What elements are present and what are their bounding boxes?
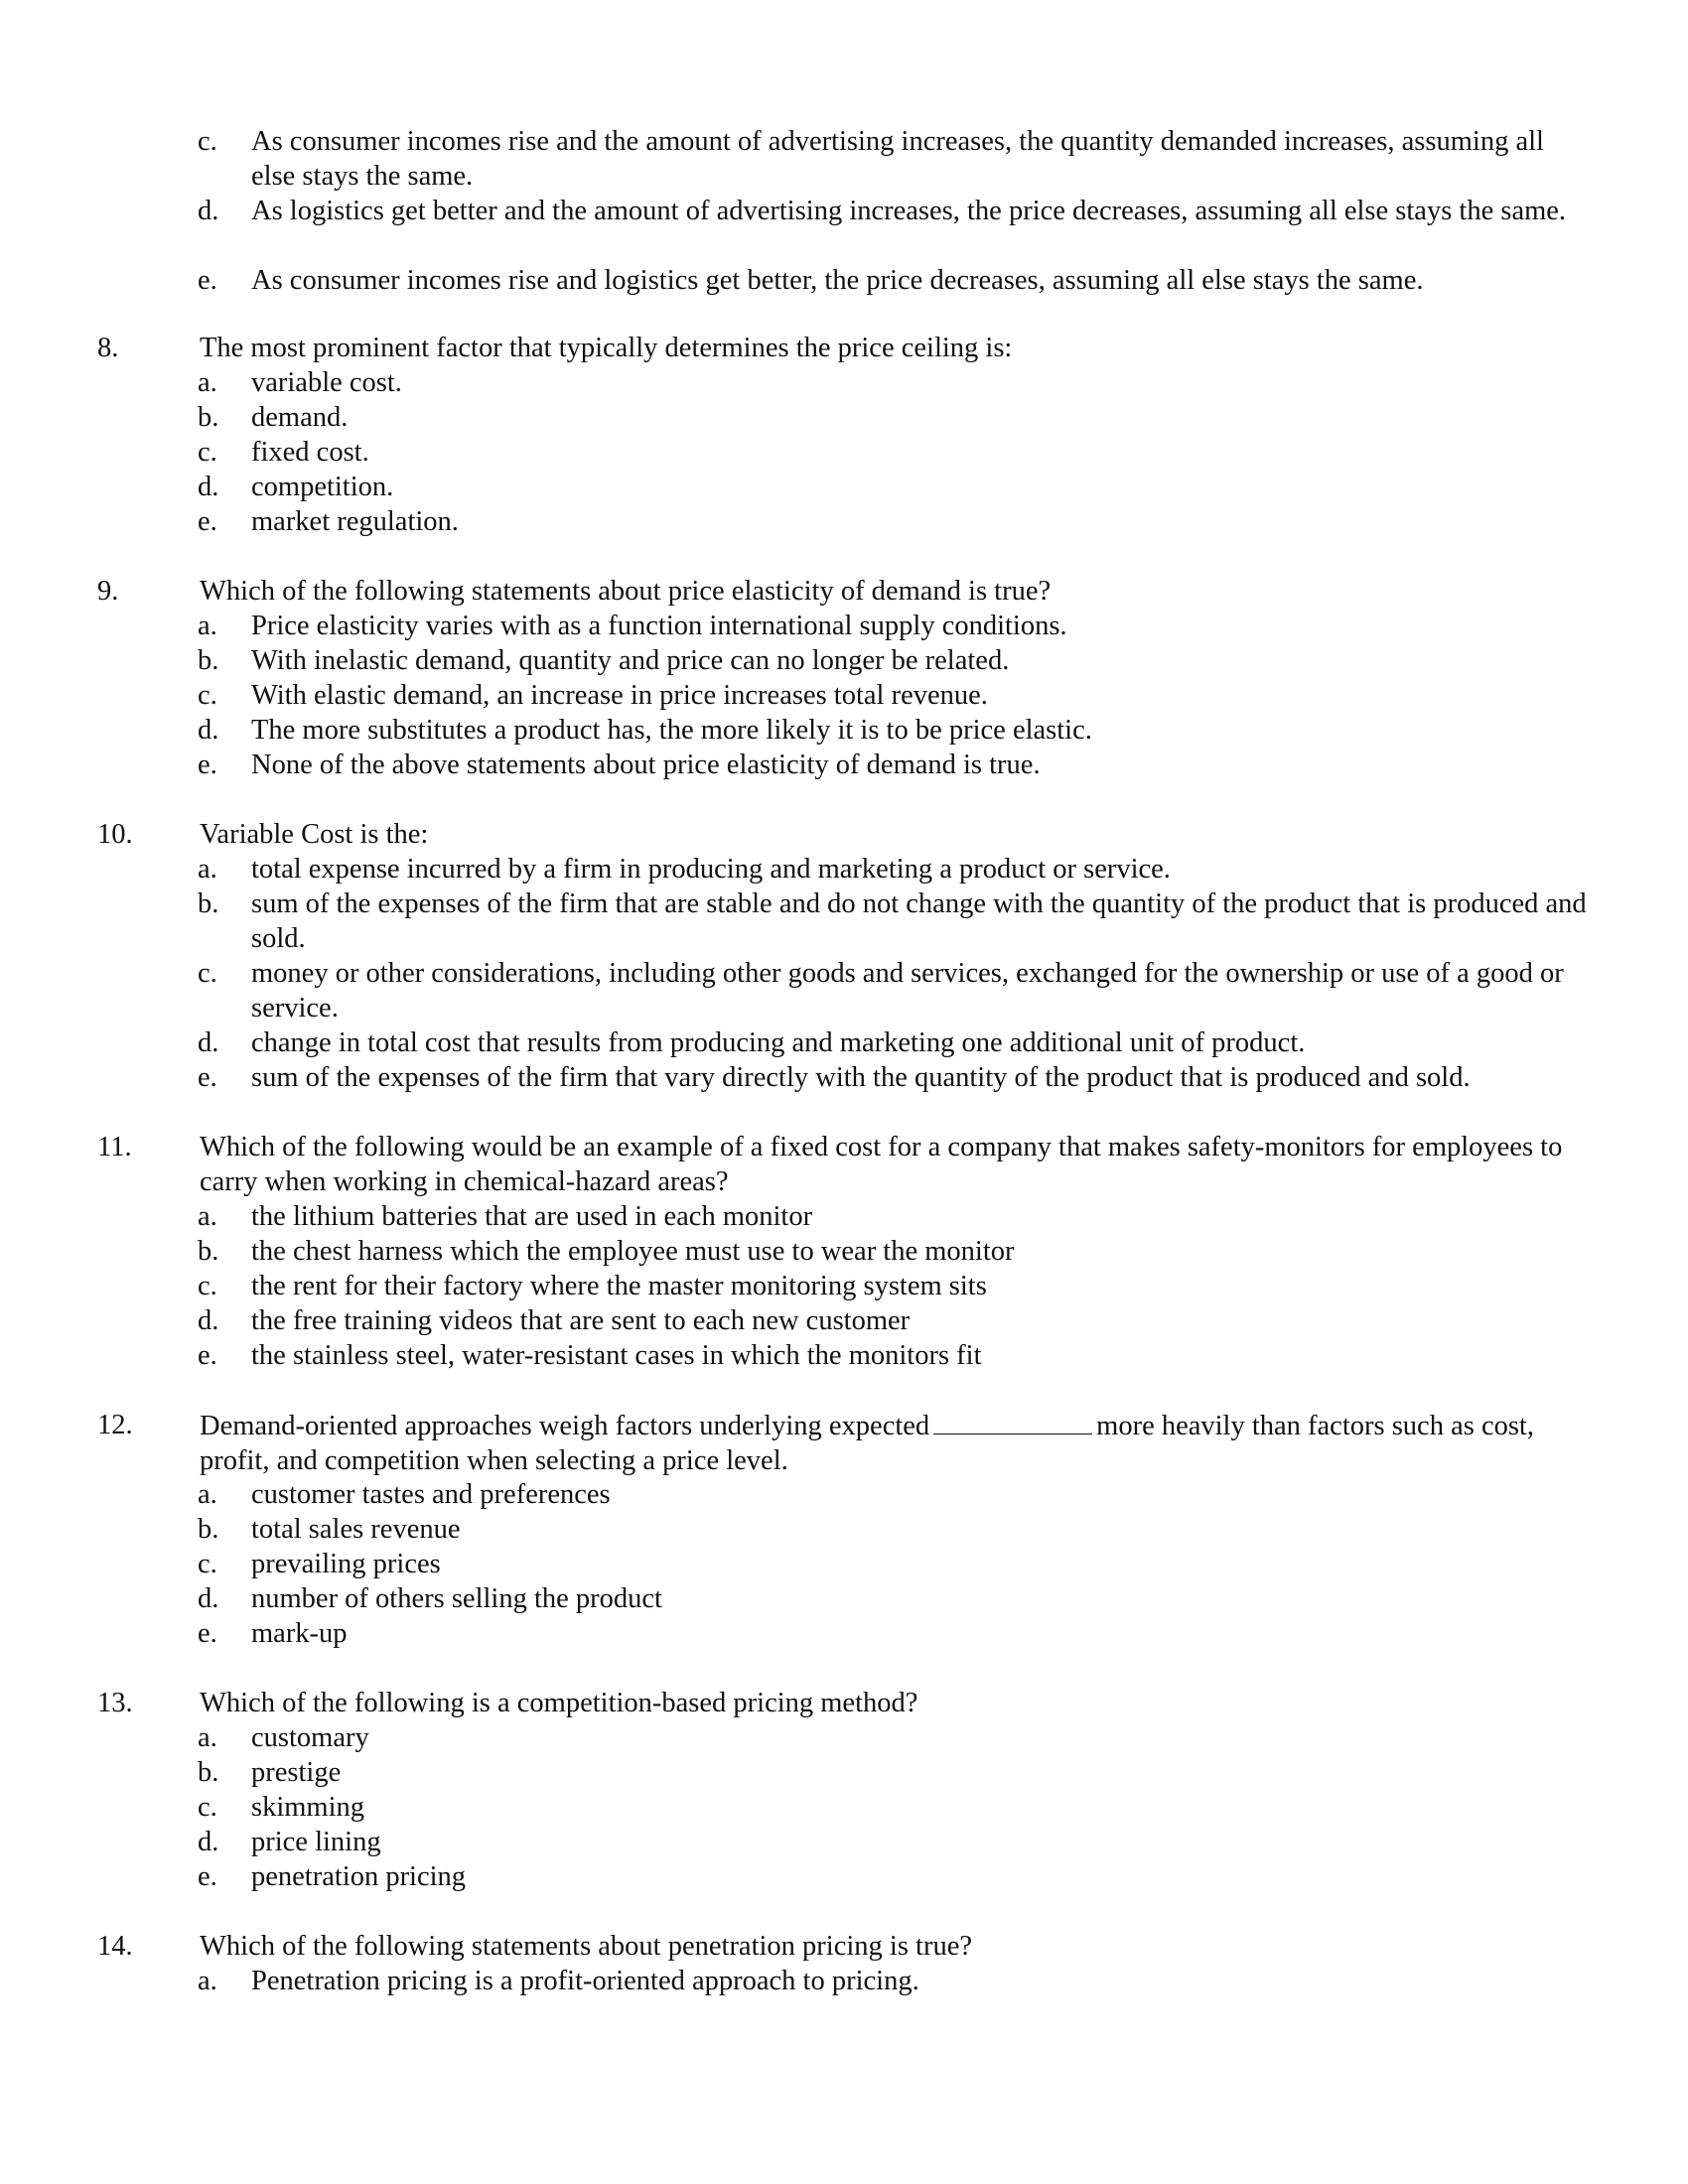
option-letter: c. bbox=[198, 680, 217, 711]
option-text: As consumer incomes rise and the amount of advertising increases, the quantity demanded increases, assuming all else stays the same. bbox=[251, 126, 1544, 192]
option-item bbox=[0, 1755, 1688, 1790]
question-12 bbox=[0, 1408, 1688, 1651]
option-letter: a. bbox=[198, 1966, 217, 1996]
question-text: Which of the following would be an example of a fixed cost for a company that makes safety-monitors for employees to carry when working in chemical-hazard areas? bbox=[200, 1132, 1563, 1197]
option-text: fixed cost. bbox=[251, 437, 369, 468]
option-letter: b. bbox=[198, 1757, 219, 1788]
option-letter: b. bbox=[198, 1236, 219, 1267]
option-letter: c. bbox=[198, 437, 217, 468]
question-text: Which of the following statements about penetration pricing is true? bbox=[200, 1931, 972, 1962]
option-text: variable cost. bbox=[251, 367, 402, 398]
option-letter: a. bbox=[198, 1722, 217, 1753]
question-text: Which of the following is a competition-based pricing method? bbox=[200, 1688, 918, 1718]
option-item bbox=[0, 1269, 1688, 1303]
option-item bbox=[0, 1338, 1688, 1373]
option-item bbox=[0, 678, 1688, 713]
option-item bbox=[0, 504, 1688, 539]
option-item bbox=[0, 1477, 1688, 1512]
option-letter: e. bbox=[198, 1618, 217, 1649]
option-letter: d. bbox=[198, 196, 219, 226]
option-text: price lining bbox=[251, 1827, 381, 1857]
question-text: The most prominent factor that typically determines the price ceiling is: bbox=[200, 333, 1013, 363]
question-number: 12. bbox=[97, 1410, 133, 1440]
option-letter: a. bbox=[198, 367, 217, 398]
option-item bbox=[0, 1720, 1688, 1755]
question-text bbox=[200, 1408, 1580, 1478]
option-text: competition. bbox=[251, 472, 394, 502]
option-letter: d. bbox=[198, 715, 219, 746]
option-letter: d. bbox=[198, 1305, 219, 1336]
option-letter: e. bbox=[198, 1861, 217, 1892]
option-letter: a. bbox=[198, 1201, 217, 1232]
option-letter: d. bbox=[198, 1027, 219, 1058]
option-item bbox=[0, 1234, 1688, 1269]
option-item bbox=[0, 1025, 1688, 1060]
option-letter: c. bbox=[198, 1549, 217, 1579]
option-letter: d. bbox=[198, 472, 219, 502]
question-number: 14. bbox=[97, 1931, 133, 1962]
option-item bbox=[0, 1199, 1688, 1234]
option-text: prestige bbox=[251, 1757, 342, 1788]
question-number: 9. bbox=[97, 576, 119, 607]
option-item bbox=[0, 1825, 1688, 1859]
option-item bbox=[0, 1859, 1688, 1894]
option-text: customer tastes and preferences bbox=[251, 1479, 611, 1510]
question-stem bbox=[0, 1686, 1688, 1720]
option-text: the lithium batteries that are used in each monitor bbox=[251, 1201, 813, 1232]
option-text: None of the above statements about price elasticity of demand is true. bbox=[251, 750, 1041, 780]
option-text: money or other considerations, including other goods and services, exchanged for the ownership or use of a good or service. bbox=[251, 958, 1564, 1024]
question-stem bbox=[0, 1929, 1688, 1964]
option-text: change in total cost that results from producing and marketing one additional unit of product. bbox=[251, 1027, 1306, 1058]
option-item bbox=[0, 194, 1688, 263]
option-item bbox=[0, 1581, 1688, 1616]
question-number: 8. bbox=[97, 333, 119, 363]
question-13 bbox=[0, 1686, 1688, 1894]
option-text: sum of the expenses of the firm that are stable and do not change with the quantity of the product that is produced and sold. bbox=[251, 888, 1587, 954]
option-letter: b. bbox=[198, 645, 219, 676]
option-item bbox=[0, 609, 1688, 643]
option-letter: e. bbox=[198, 750, 217, 780]
option-item bbox=[0, 1303, 1688, 1338]
question-7-continuation bbox=[0, 124, 1688, 298]
option-item bbox=[0, 713, 1688, 748]
option-item bbox=[0, 1547, 1688, 1581]
option-text: Penetration pricing is a profit-oriented approach to pricing. bbox=[251, 1966, 919, 1996]
question-stem bbox=[0, 1130, 1688, 1199]
option-text: penetration pricing bbox=[251, 1861, 467, 1892]
option-text: As consumer incomes rise and logistics get better, the price decreases, assuming all else stays the same. bbox=[251, 265, 1424, 296]
option-text: customary bbox=[251, 1722, 369, 1753]
option-text: As logistics get better and the amount of advertising increases, the price decreases, assuming all else stays the same. bbox=[251, 196, 1567, 226]
option-item bbox=[0, 643, 1688, 678]
fill-in-blank bbox=[933, 1408, 1092, 1434]
question-9 bbox=[0, 574, 1688, 782]
option-text: With elastic demand, an increase in price increases total revenue. bbox=[251, 680, 988, 711]
question-8 bbox=[0, 331, 1688, 539]
option-item bbox=[0, 887, 1688, 956]
option-text: skimming bbox=[251, 1792, 365, 1823]
option-item bbox=[0, 124, 1688, 194]
option-item bbox=[0, 1060, 1688, 1095]
question-stem bbox=[0, 1408, 1688, 1477]
option-text: The more substitutes a product has, the more likely it is to be price elastic. bbox=[251, 715, 1092, 746]
question-text: Variable Cost is the: bbox=[200, 819, 429, 850]
question-14 bbox=[0, 1929, 1688, 1998]
option-letter: c. bbox=[198, 1271, 217, 1301]
option-letter: c. bbox=[198, 958, 217, 989]
option-letter: e. bbox=[198, 1340, 217, 1371]
option-letter: d. bbox=[198, 1827, 219, 1857]
option-text: the chest harness which the employee must use to wear the monitor bbox=[251, 1236, 1015, 1267]
option-letter: b. bbox=[198, 888, 219, 919]
question-number: 13. bbox=[97, 1688, 133, 1718]
option-item bbox=[0, 365, 1688, 400]
question-text-after-blank: more heavily than factors such as cost, profit, and competition when selecting a price level. bbox=[200, 1411, 1534, 1476]
option-text: With inelastic demand, quantity and price can no longer be related. bbox=[251, 645, 1010, 676]
option-letter: d. bbox=[198, 1583, 219, 1614]
option-text: mark-up bbox=[251, 1618, 348, 1649]
option-letter: a. bbox=[198, 611, 217, 641]
option-item bbox=[0, 400, 1688, 435]
option-letter: e. bbox=[198, 1062, 217, 1093]
option-text: total expense incurred by a firm in producing and marketing a product or service. bbox=[251, 854, 1171, 885]
option-text: the rent for their factory where the master monitoring system sits bbox=[251, 1271, 987, 1301]
question-stem bbox=[0, 817, 1688, 852]
option-item bbox=[0, 748, 1688, 782]
question-stem bbox=[0, 574, 1688, 609]
option-text: total sales revenue bbox=[251, 1514, 461, 1545]
option-item bbox=[0, 1616, 1688, 1651]
option-item bbox=[0, 1964, 1688, 1998]
option-item bbox=[0, 1512, 1688, 1547]
question-text-before-blank: Demand-oriented approaches weigh factors underlying expected bbox=[200, 1411, 930, 1441]
question-stem bbox=[0, 331, 1688, 365]
option-item bbox=[0, 263, 1688, 298]
option-text: the free training videos that are sent to each new customer bbox=[251, 1305, 911, 1336]
question-number: 10. bbox=[97, 819, 133, 850]
option-letter: b. bbox=[198, 402, 219, 433]
option-text: the stainless steel, water-resistant cases in which the monitors fit bbox=[251, 1340, 982, 1371]
question-number: 11. bbox=[97, 1132, 132, 1162]
option-letter: c. bbox=[198, 1792, 217, 1823]
option-letter: b. bbox=[198, 1514, 219, 1545]
option-item bbox=[0, 435, 1688, 470]
option-item bbox=[0, 470, 1688, 504]
option-text: sum of the expenses of the firm that vary directly with the quantity of the product that is produced and sold. bbox=[251, 1062, 1471, 1093]
question-11 bbox=[0, 1130, 1688, 1373]
option-text: prevailing prices bbox=[251, 1549, 441, 1579]
question-10 bbox=[0, 817, 1688, 1095]
option-text: number of others selling the product bbox=[251, 1583, 662, 1614]
option-letter: e. bbox=[198, 506, 217, 537]
option-letter: c. bbox=[198, 126, 217, 157]
option-text: Price elasticity varies with as a function international supply conditions. bbox=[251, 611, 1067, 641]
option-text: market regulation. bbox=[251, 506, 459, 537]
option-letter: e. bbox=[198, 265, 217, 296]
option-letter: a. bbox=[198, 1479, 217, 1510]
option-letter: a. bbox=[198, 854, 217, 885]
option-text: demand. bbox=[251, 402, 349, 433]
option-item bbox=[0, 956, 1688, 1025]
question-text: Which of the following statements about price elasticity of demand is true? bbox=[200, 576, 1052, 607]
option-item bbox=[0, 1790, 1688, 1825]
option-item bbox=[0, 852, 1688, 887]
